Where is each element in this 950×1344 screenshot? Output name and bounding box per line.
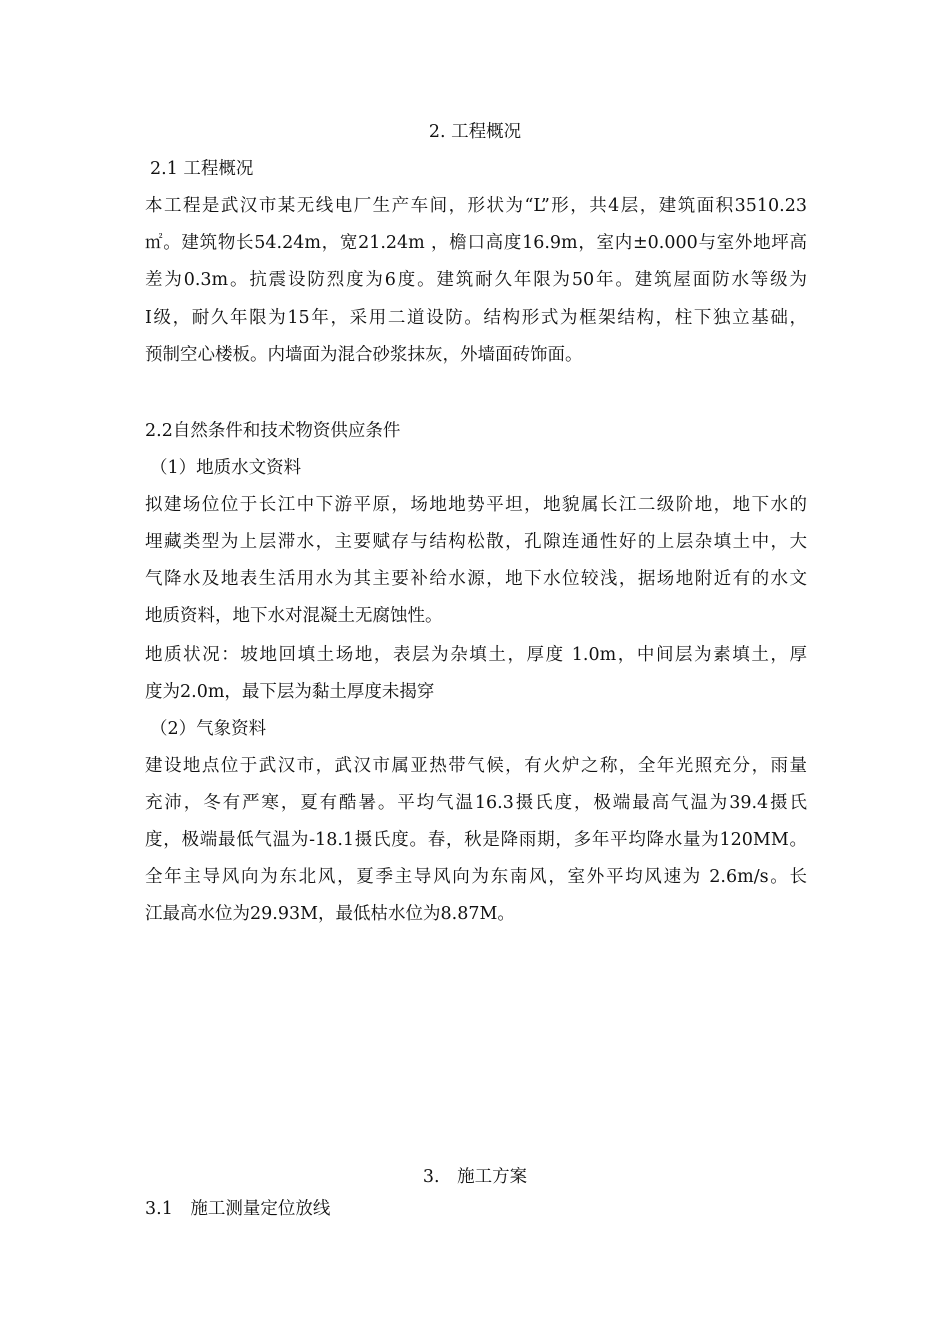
paragraph-line: 差为0.3m。抗震设防烈度为6度。建筑耐久年限为50年。建筑屋面防水等级为 bbox=[145, 270, 807, 290]
item-1-title: （1）地质水文资料 bbox=[150, 458, 302, 478]
subsection-2-1-title: 2.1 工程概况 bbox=[150, 159, 254, 179]
paragraph-line: Ⅰ级，耐久年限为15年，采用二道设防。结构形式为框架结构，柱下独立基础， bbox=[145, 308, 807, 328]
paragraph-line: 全年主导风向为东北风，夏季主导风向为东南风，室外平均风速为 2.6m/s。长 bbox=[145, 867, 807, 887]
paragraph-line: 度，极端最低气温为-18.1摄氏度。春，秋是降雨期，多年平均降水量为120MM。 bbox=[145, 830, 807, 850]
section-2-heading: 2. 工程概况 bbox=[428, 122, 522, 142]
paragraph-line: 拟建场位位于长江中下游平原，场地地势平坦，地貌属长江二级阶地，地下水的 bbox=[145, 495, 807, 515]
paragraph-line: 气降水及地表生活用水为其主要补给水源，地下水位较浅，据场地附近有的水文 bbox=[145, 569, 807, 589]
item-2-title: （2）气象资料 bbox=[150, 719, 267, 739]
paragraph-line: 地质资料，地下水对混凝土无腐蚀性。 bbox=[145, 606, 443, 626]
paragraph-line: 充沛，冬有严寒，夏有酷暑。平均气温16.3摄氏度，极端最高气温为39.4摄氏 bbox=[145, 793, 807, 813]
subsection-2-2-title: 2.2自然条件和技术物资供应条件 bbox=[145, 421, 401, 441]
subsection-3-1-title: 3.1 施工测量定位放线 bbox=[145, 1199, 331, 1219]
paragraph-line: 本工程是武汉市某无线电厂生产车间，形状为“L”形，共4层，建筑面积3510.23 bbox=[145, 196, 807, 216]
paragraph-line: 预制空心楼板。内墙面为混合砂浆抹灰，外墙面砖饰面。 bbox=[145, 345, 583, 365]
paragraph-line: 埋藏类型为上层滞水，主要赋存与结构松散，孔隙连通性好的上层杂填土中，大 bbox=[145, 532, 807, 552]
paragraph-line: 建设地点位于武汉市，武汉市属亚热带气候，有火炉之称，全年光照充分，雨量 bbox=[145, 756, 807, 776]
paragraph-line: 地质状况：坡地回填土场地，表层为杂填土，厚度 1.0m，中间层为素填土，厚 bbox=[145, 645, 807, 665]
paragraph-line: 度为2.0m，最下层为黏土厚度未揭穿 bbox=[145, 682, 435, 702]
paragraph-line: ㎡。建筑物长54.24m，宽21.24m ，檐口高度16.9m，室内±0.000与室外地坪高 bbox=[145, 233, 807, 253]
paragraph-line: 江最高水位为29.93M，最低枯水位为8.87M。 bbox=[145, 904, 515, 924]
section-3-heading: 3. 施工方案 bbox=[422, 1167, 528, 1187]
